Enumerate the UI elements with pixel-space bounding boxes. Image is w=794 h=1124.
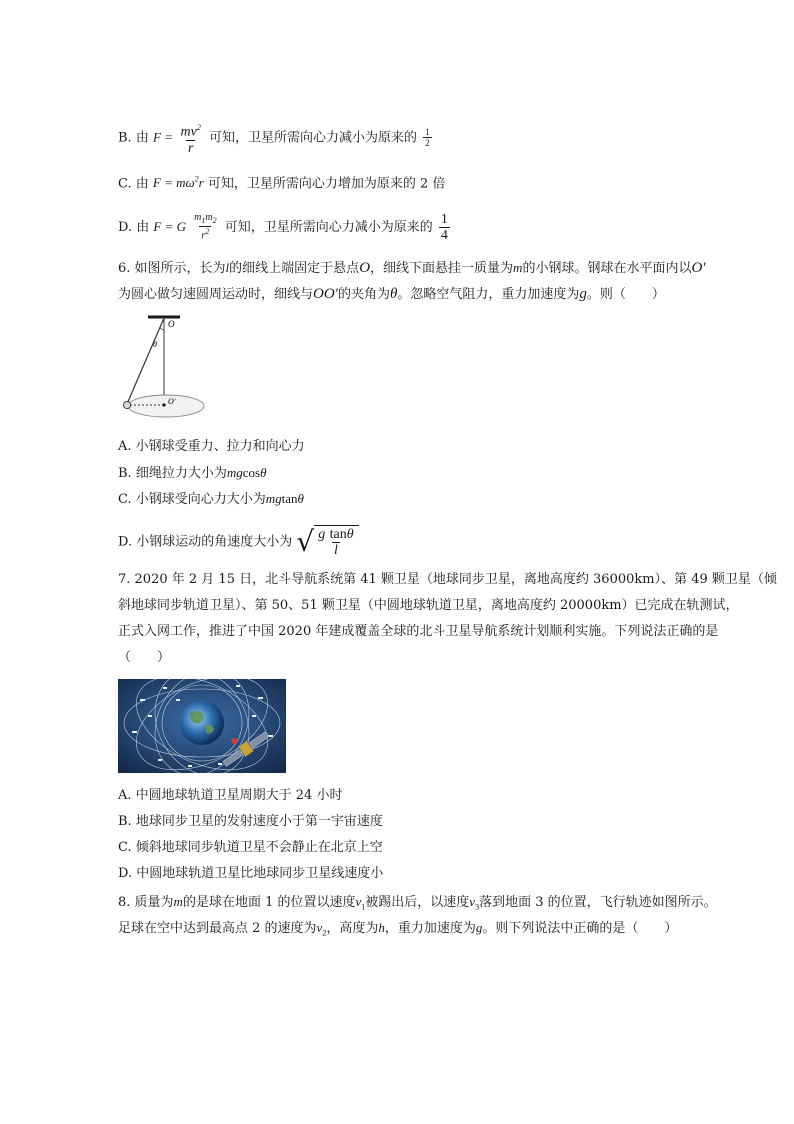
q6-option-c [118,489,304,510]
numerator: 1 [425,127,430,138]
ratio-fraction [423,127,432,148]
text: ，细线下面悬挂一质量为 [370,261,514,276]
var-g: g [475,920,483,935]
subscript: 3 [475,902,480,912]
formula-lhs: F = G [153,219,186,234]
function: tan [329,527,347,542]
option-text: B. 细绳拉力大小为 [118,466,227,481]
var-v2: v [316,920,323,935]
formula: F = mω [152,175,195,191]
ratio-fraction [439,212,450,243]
denominator: 4 [440,228,448,243]
square-root [296,525,358,559]
var-h: h [378,920,385,935]
option-text: 可知，卫星所需向心力增加为原来的 2 倍 [207,176,446,192]
var-v1: v [355,894,362,909]
text: 的夹角为 [337,287,390,302]
denominator: r [201,230,206,242]
label-theta: θ [153,340,157,349]
numerator: mv [180,124,197,140]
label-O-prime: O′ [168,397,176,406]
function: tan [281,491,298,506]
denominator: r [187,140,194,156]
option-text: 可知，卫星所需向心力减小为原来的 [224,220,433,235]
option-text: D. 小钢球运动的角速度大小为 [118,534,293,550]
function: cos [242,465,261,480]
text: ，重力加速度为 [384,921,476,936]
var-m: m [513,260,523,275]
radical-sign: √ [296,525,315,558]
q6-stem-line-2 [118,284,665,305]
q7-option-c: C. 倾斜地球同步轨道卫星不会静止在北京上空 [118,840,383,855]
subscript: 2 [322,928,327,938]
q7-option-d: D. 中圆地球轨道卫星比地球同步卫星线速度小 [118,866,384,881]
q5-option-c [118,170,445,194]
var-v3: v [469,894,476,909]
var-g: g [318,527,326,542]
q6-option-a: A. 小钢球受重力、拉力和向心力 [118,439,305,454]
expr: mg [226,465,243,480]
option-prefix: B. 由 [118,130,149,146]
subscript: 1 [361,902,366,912]
var-theta: θ [389,286,398,302]
var-O: O [359,260,371,276]
text: 。则下列说法中正确的是（ ） [482,921,678,936]
expr: mg [265,491,282,506]
text: 。则（ ） [586,287,665,302]
text: 为圆心做匀速圆周运动时，细线与 [118,287,314,302]
var-theta: θ [297,491,304,506]
option-prefix: C. 由 [118,176,149,192]
q8-stem-line-2 [118,918,677,944]
exponent: 2 [196,123,201,132]
root-fraction [316,527,355,558]
q7-stem-line-3: 正式入网工作，推进了中国 2020 年建成覆盖全球的北斗卫星导航系统计划顺利实施。下列说法正确的是 [118,624,719,639]
q6-option-b [118,463,266,484]
text: 被踢出后，以速度 [365,895,470,910]
text: 的细线上端固定于悬点 [229,261,360,276]
formula-fraction [179,120,203,156]
conical-pendulum-figure [116,314,208,424]
text: 的小钢球。钢球在水平面内以 [522,261,692,276]
var-OO-prime: OO′ [313,286,338,302]
subscript: 1 [201,216,206,226]
q7-stem-line-2: 斜地球同步轨道卫星）、第 50、51 颗卫星（中圆地球轨道卫星，离地高度约 20000km）已完成在轨测试， [118,598,739,613]
equals-sign: = [165,129,173,145]
mass-2: m [205,212,213,224]
var-l: l [225,260,230,275]
var-theta: θ [346,527,354,542]
q5-option-b [118,120,434,156]
text: 落到地面 3 的位置，飞行轨迹如图所示。 [479,895,717,910]
q6-option-d [118,525,359,559]
q8-stem-line-1 [118,892,717,918]
q6-stem-line-1 [118,258,706,279]
numerator: 1 [440,212,448,227]
formula-lhs: F [152,129,161,145]
text: 6. 如图所示，长为 [118,261,226,276]
q5-option-d [118,212,452,243]
var-g: g [579,286,587,302]
var-l: l [334,543,338,558]
q7-stem-line-4: （ ） [118,650,171,665]
exponent: 2 [194,175,199,184]
denominator: 2 [425,138,430,149]
exponent: 2 [205,227,210,237]
q7-option-b: B. 地球同步卫星的发射速度小于第一宇宙速度 [118,814,383,829]
mass-1: m [194,212,202,224]
option-text: 可知，卫星所需向心力减小为原来的 [209,130,418,146]
text: ，高度为 [326,921,379,936]
q7-stem-line-1: 7. 2020 年 2 月 15 日，北斗导航系统第 41 颗卫星（地球同步卫星，离地高度约 36000km）、第 49 颗卫星（倾 [118,572,777,587]
subscript: 2 [212,216,217,226]
formula-fraction [192,213,218,241]
text: 的是球在地面 1 的位置以速度 [182,895,356,910]
var-m: m [173,894,183,909]
var-O-prime: O′ [691,260,706,276]
label-O: O [168,319,175,329]
text: 。忽略空气阻力，重力加速度为 [397,287,580,302]
text: 足球在空中达到最高点 2 的速度为 [118,921,317,936]
text: 8. 质量为 [118,895,174,910]
beidou-constellation-image [118,679,286,773]
option-text: C. 小钢球受向心力大小为 [118,492,266,507]
var-theta: θ [260,465,267,480]
formula-tail: r [198,175,204,191]
option-prefix: D. 由 [118,220,150,235]
q7-option-a: A. 中圆地球轨道卫星周期大于 24 小时 [118,788,343,803]
